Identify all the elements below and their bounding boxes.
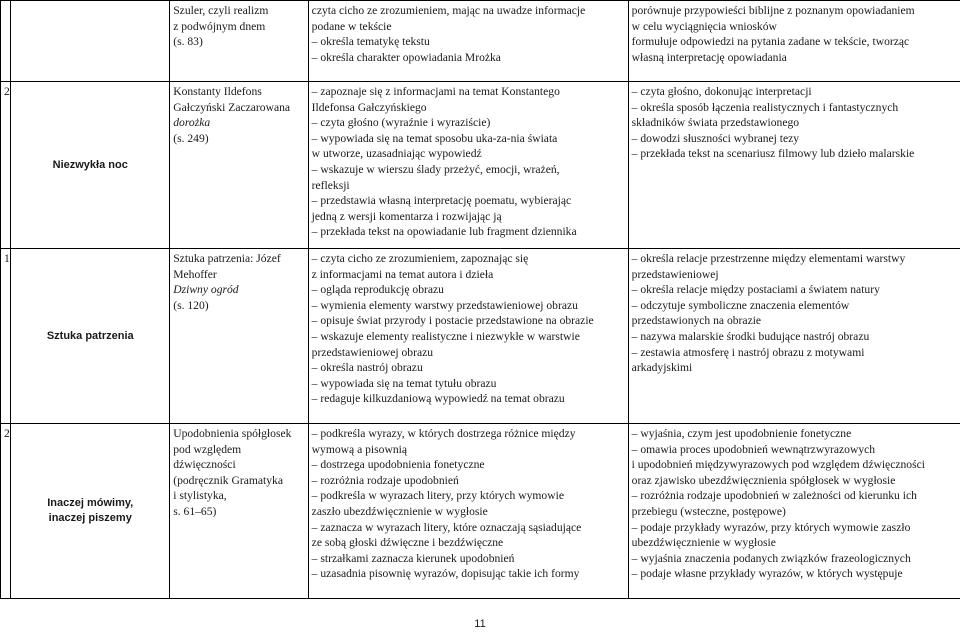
extended-requirements-cell-line: oraz zjawisko ubezdźwięcznienia spółgłosek w wygłosie [631,473,896,487]
szuler-row [1,1,960,82]
basic-requirements-cell-line: w utworze, uzasadniając wypowiedź [311,147,482,161]
basic-requirements-cell-line: – wypowiada się na temat tytułu obrazu [311,376,497,390]
extended-requirements-cell-line: – dowodzi słuszności wybranej tezy [631,131,800,145]
extended-requirements-cell-line: – omawia proces upodobnień wewnątrzwyrazowych [631,442,876,456]
text-source-cell [170,424,308,599]
topic-cell-line: Inaczej mówimy, [47,497,134,509]
basic-requirements-cell-line: podane w tekście [311,19,392,33]
text-source-cell-line: i stylistyka, [173,489,227,503]
extended-requirements-cell-line: formułuje odpowiedzi na pytania zadane w tekście, tworząc [631,35,910,49]
extended-requirements-cell [628,424,960,599]
topic-cell [11,1,170,82]
text-source-cell-line: dorożka [173,116,211,130]
text-source-cell-line: Konstanty Ildefons [173,85,262,98]
extended-requirements-cell-line: – określa relacje między postaciami a światem natury [631,283,880,297]
basic-requirements-cell-line: – uzasadnia pisownię wyrazów, dopisując takie ich formy [311,567,580,581]
text-source-cell-line: z podwójnym dnem [173,19,266,33]
extended-requirements-cell [628,249,960,424]
hours-cell-value: 2 [4,85,10,98]
extended-requirements-cell-line: – nazywa malarskie środki budujące nastrój obrazu [631,329,870,343]
basic-requirements-cell-line: – czyta głośno (wyraźnie i wyraziście) [311,116,491,130]
basic-requirements-cell-line: wymową a pisownią [311,442,407,456]
basic-requirements-cell-line: – określa tematykę tekstu [311,35,430,49]
text-source-cell-line: Dziwny ogród [173,283,239,297]
page-number: 11 [474,618,486,630]
hours-cell [1,1,11,82]
extended-requirements-cell-line: przebiegu (wsteczne, postępowe) [631,504,786,518]
basic-requirements-cell-line: – wskazuje w wierszu ślady przeżyć, emocji, wrażeń, [311,162,560,176]
basic-requirements-cell [308,249,628,424]
text-source-cell-line: pod względem [173,442,242,456]
extended-requirements-cell-line: – określa sposób łączenia realistycznych i fantastycznych [631,100,899,114]
upodobnienia-row [1,424,960,599]
hours-cell [1,424,11,599]
extended-requirements-cell-line: – wyjaśnia znaczenia podanych związków frazeologicznych [631,551,911,565]
extended-requirements-cell-line: – określa relacje przestrzenne między elementami warstwy [631,252,906,265]
hours-cell-value: 1 [4,252,10,265]
basic-requirements-cell-line: – wskazuje elementy realistyczne i niezwykłe w warstwie [311,329,580,343]
basic-requirements-cell-line: – dostrzega upodobnienia fonetyczne [311,458,485,472]
basic-requirements-cell-line: – ogląda reprodukcję obrazu [311,283,444,297]
extended-requirements-cell-line: – przekłada tekst na scenariusz filmowy lub dzieło malarskie [631,147,915,161]
basic-requirements-cell-line: jedną z wersji komentarza i rozwijając ją [311,209,502,223]
basic-requirements-cell-line: – rozróżnia rodzaje upodobnień [311,473,459,487]
topic-cell-line: Sztuka patrzenia [46,329,134,342]
basic-requirements-cell-line: z informacjami na temat autora i dzieła [311,267,494,281]
extended-requirements-cell-line: składników świata przedstawionego [631,116,800,130]
extended-requirements-cell-line: – czyta głośno, dokonując interpretacji [631,85,812,98]
basic-requirements-cell-line: – zaznacza w wyrazach litery, które oznaczają sąsiadujące [311,520,582,534]
text-source-cell [170,82,308,249]
extended-requirements-cell-line: – podaje własne przykłady wyrazów, w których występuje [631,567,903,581]
extended-requirements-cell-line: porównuje przypowieści biblijne z poznanym opowiadaniem [631,4,915,17]
extended-requirements-cell-line: własną interpretację opowiadania [631,50,787,64]
topic-cell-line: Niezwykła noc [52,158,128,171]
text-source-cell-line: (s. 83) [173,35,203,49]
basic-requirements-cell-line: – zapoznaje się z informacjami na temat Konstantego [311,85,560,98]
text-source-cell-line: s. 61–65) [173,504,217,518]
text-source-cell-line: (s. 120) [173,298,209,312]
topic-cell-line: inaczej piszemy [48,512,132,524]
extended-requirements-cell-line: – podaje przykłady wyrazów, przy których wymowie zaszło [631,520,911,534]
text-source-cell-line: Upodobnienia spółgłosek [173,427,292,440]
extended-requirements-cell-line: w celu wyciągnięcia wniosków [631,19,777,33]
extended-requirements-cell-line: arkadyjskimi [631,361,693,375]
basic-requirements-cell-line: refleksji [311,178,350,192]
hours-cell [1,82,11,249]
extended-requirements-cell-line: ubezdźwięcznienie w wygłosie [631,536,776,550]
extended-requirements-cell-line: przedstawieniowej [631,267,719,281]
topic-cell [11,82,170,249]
basic-requirements-cell-line: czyta cicho ze zrozumieniem, mając na uwadze informacje [311,4,586,17]
extended-requirements-cell [628,1,960,82]
basic-requirements-cell [308,1,628,82]
topic-cell [11,249,170,424]
text-source-cell-line: Mehoffer [173,267,217,281]
basic-requirements-cell-line: ze sobą głoski dźwięczne i bezdźwięczne [311,536,504,550]
basic-requirements-cell-line: – wymienia elementy warstwy przedstawieniowej obrazu [311,298,578,312]
extended-requirements-cell-line: i upodobnień międzywyrazowych pod względem dźwięczności [631,458,925,472]
basic-requirements-cell-line: – określa nastrój obrazu [311,361,423,375]
hours-cell-value: 2 [4,427,10,440]
text-source-cell-line: dźwięczności [173,458,236,472]
basic-requirements-cell-line: – redaguje kilkuzdaniową wypowiedź na temat obrazu [311,392,565,406]
extended-requirements-cell-line: – zestawia atmosferę i nastrój obrazu z motywami [631,345,865,359]
basic-requirements-cell-line: – przedstawia własną interpretację poematu, wybierając [311,194,572,208]
sztuka-patrzenia-row [1,249,960,424]
topic-cell [11,424,170,599]
basic-requirements-cell [308,424,628,599]
basic-requirements-cell-line: – określa charakter opowiadania Mrożka [311,50,501,64]
extended-requirements-cell-line: – wyjaśnia, czym jest upodobnienie fonetyczne [631,427,852,440]
zaczarowana-dorozka-row [1,82,960,249]
text-source-cell-line: Gałczyński Zaczarowana [173,100,291,114]
extended-requirements-cell-line: przedstawionych na obrazie [631,314,762,328]
basic-requirements-cell-line: – wypowiada się na temat sposobu uka-za-nia świata [311,131,558,145]
extended-requirements-cell-line: – rozróżnia rodzaje upodobnień w zależności od kierunku ich [631,489,917,503]
text-source-cell-line: (podręcznik Gramatyka [173,473,283,487]
basic-requirements-cell-line: – podkreśla w wyrazach litery, przy których wymowie [311,489,564,503]
text-source-cell-line: Sztuka patrzenia: Józef [173,252,281,265]
basic-requirements-cell-line: – podkreśla wyrazy, w których dostrzega różnice między [311,427,576,440]
basic-requirements-cell-line: przedstawieniowej obrazu [311,345,434,359]
basic-requirements-cell-line: Ildefonsa Gałczyńskiego [311,100,427,114]
basic-requirements-cell [308,82,628,249]
text-source-cell [170,1,308,82]
extended-requirements-cell-line: – odczytuje symboliczne znaczenia elementów [631,298,850,312]
basic-requirements-cell-line: – przekłada tekst na opowiadanie lub fragment dziennika [311,225,577,239]
text-source-cell-line: Szuler, czyli realizm [173,4,269,17]
basic-requirements-cell-line: – opisuje świat przyrody i postacie przedstawione na obrazie [311,314,594,328]
basic-requirements-cell-line: – czyta cicho ze zrozumieniem, zapoznając się [311,252,529,265]
hours-cell [1,249,11,424]
basic-requirements-cell-line: – strzałkami zaznacza kierunek upodobnień [311,551,515,565]
text-source-cell-line: (s. 249) [173,131,209,145]
basic-requirements-cell-line: zaszło ubezdźwięcznienie w wygłosie [311,504,488,518]
text-source-cell [170,249,308,424]
extended-requirements-cell [628,82,960,249]
